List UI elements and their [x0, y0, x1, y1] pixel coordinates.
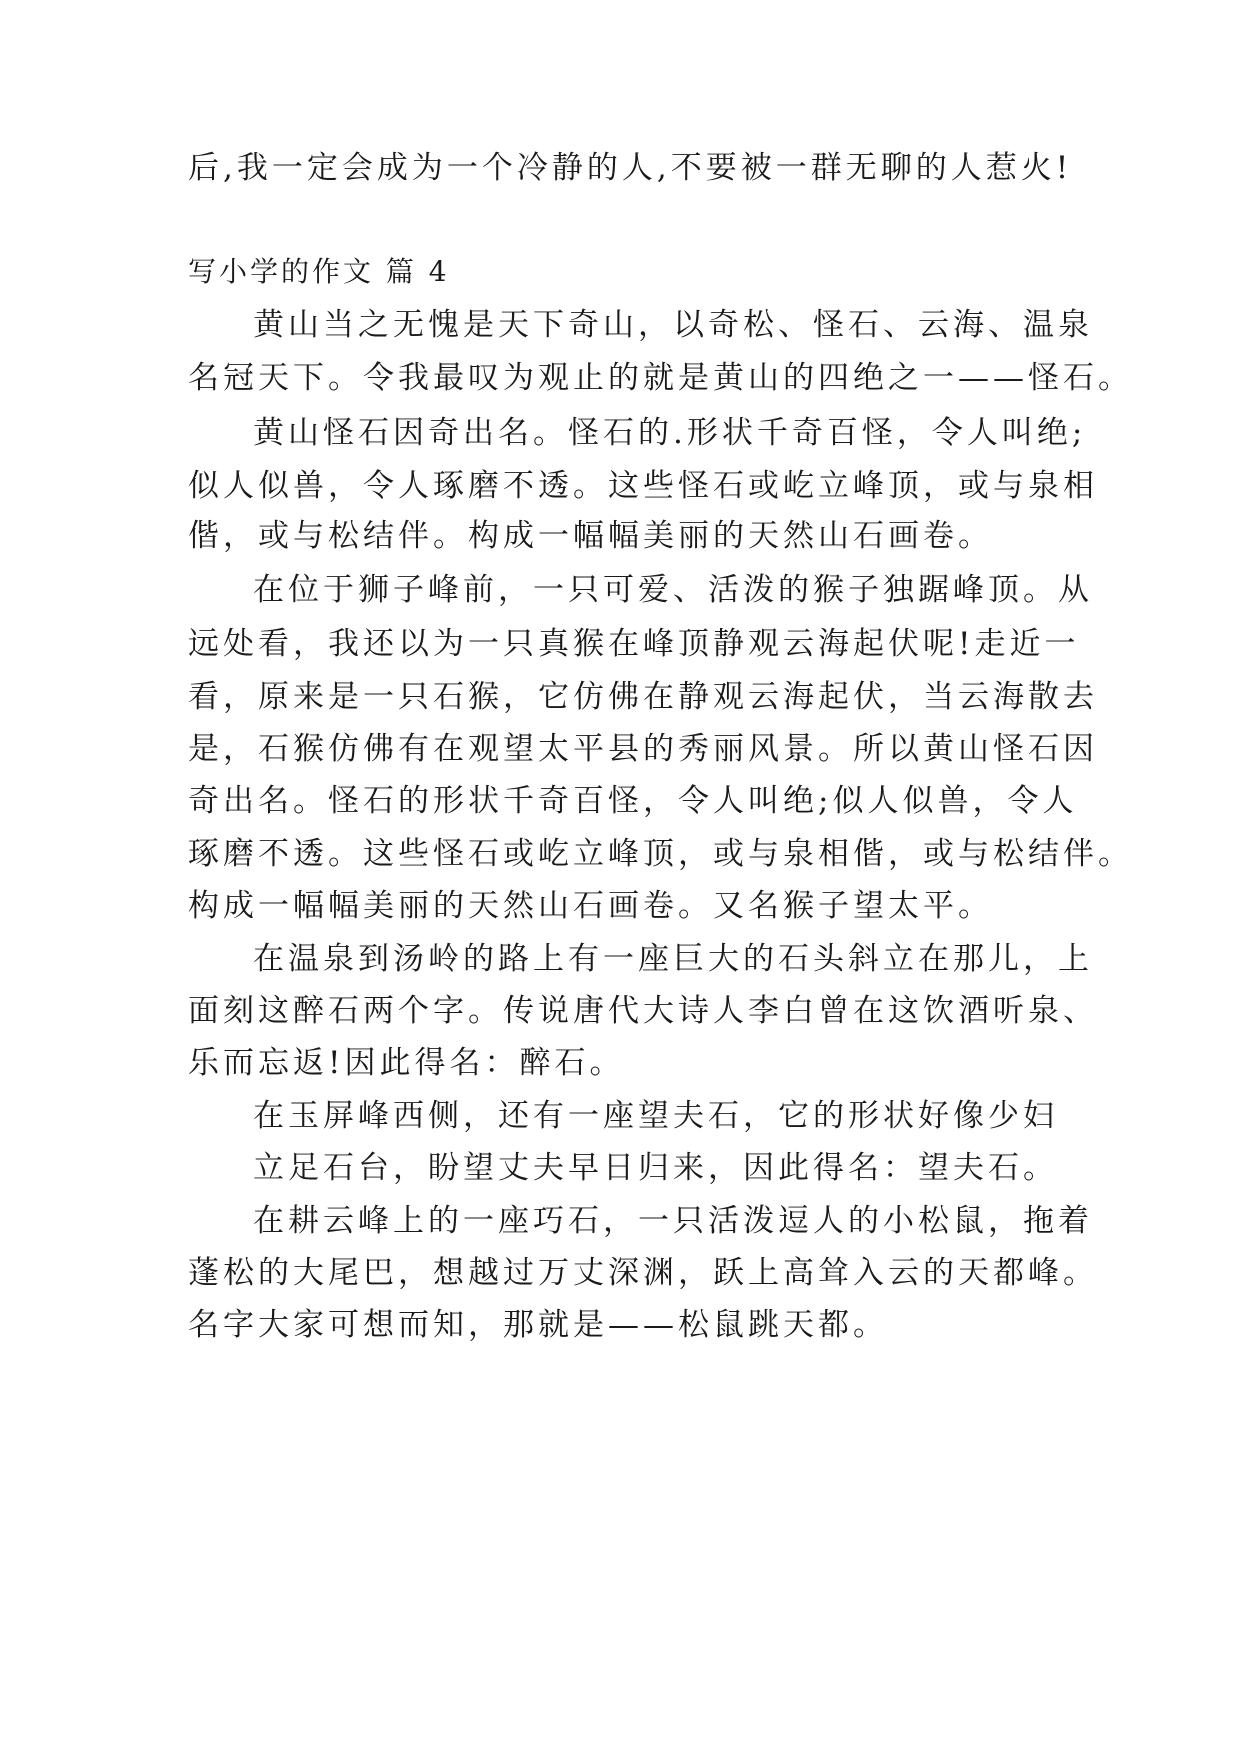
paragraph-line: 看，原来是一只石猴，它仿佛在静观云海起伏，当云海散去 [188, 679, 1098, 715]
paragraph-line: 在耕云峰上的一座巧石，一只活泼逗人的小松鼠，拖着 [253, 1203, 1093, 1239]
paragraph-line: 是，石猴仿佛有在观望太平县的秀丽风景。所以黄山怪石因 [188, 731, 1098, 767]
paragraph-line: 在玉屏峰西侧，还有一座望夫石，它的形状好像少妇 [253, 1098, 1058, 1134]
paragraph-line: 蓬松的大尾巴，想越过万丈深渊，跃上高耸入云的天都峰。 [188, 1255, 1098, 1291]
paragraph-line: 乐而忘返!因此得名：醉石。 [188, 1045, 625, 1081]
paragraph-line: 黄山怪石因奇出名。怪石的.形状千奇百怪，令人叫绝; [253, 415, 1087, 451]
paragraph-line: 似人似兽，令人琢磨不透。这些怪石或屹立峰顶，或与泉相 [188, 468, 1098, 504]
paragraph-line: 偕，或与松结伴。构成一幅幅美丽的天然山石画卷。 [188, 518, 993, 554]
paragraph-line: 奇出名。怪石的形状千奇百怪，令人叫绝;似人似兽，令人 [188, 783, 1078, 819]
paragraph-line: 在温泉到汤岭的路上有一座巨大的石头斜立在那儿，上 [253, 941, 1093, 977]
paragraph-line: 在位于狮子峰前，一只可爱、活泼的猴子独踞峰顶。从 [253, 572, 1093, 608]
section-title: 写小学的作文 篇 4 [188, 255, 450, 288]
paragraph-line: 面刻这醉石两个字。传说唐代大诗人李白曾在这饮酒听泉、 [188, 993, 1098, 1029]
paragraph-line: 名字大家可想而知，那就是——松鼠跳天都。 [188, 1307, 888, 1343]
text-line: 后,我一定会成为一个冷静的人,不要被一群无聊的人惹火! [188, 150, 1073, 186]
paragraph-line: 远处看，我还以为一只真猴在峰顶静观云海起伏呢!走近一 [188, 626, 1080, 662]
paragraph-line: 立足石台，盼望丈夫早日归来，因此得名：望夫石。 [253, 1150, 1058, 1186]
paragraph-line: 琢磨不透。这些怪石或屹立峰顶，或与泉相偕，或与松结伴。 [188, 836, 1133, 872]
paragraph-line: 构成一幅幅美丽的天然山石画卷。又名猴子望太平。 [188, 888, 993, 924]
paragraph-line: 黄山当之无愧是天下奇山，以奇松、怪石、云海、温泉 [253, 307, 1093, 343]
paragraph-line: 名冠天下。令我最叹为观止的就是黄山的四绝之一——怪石。 [188, 360, 1133, 396]
